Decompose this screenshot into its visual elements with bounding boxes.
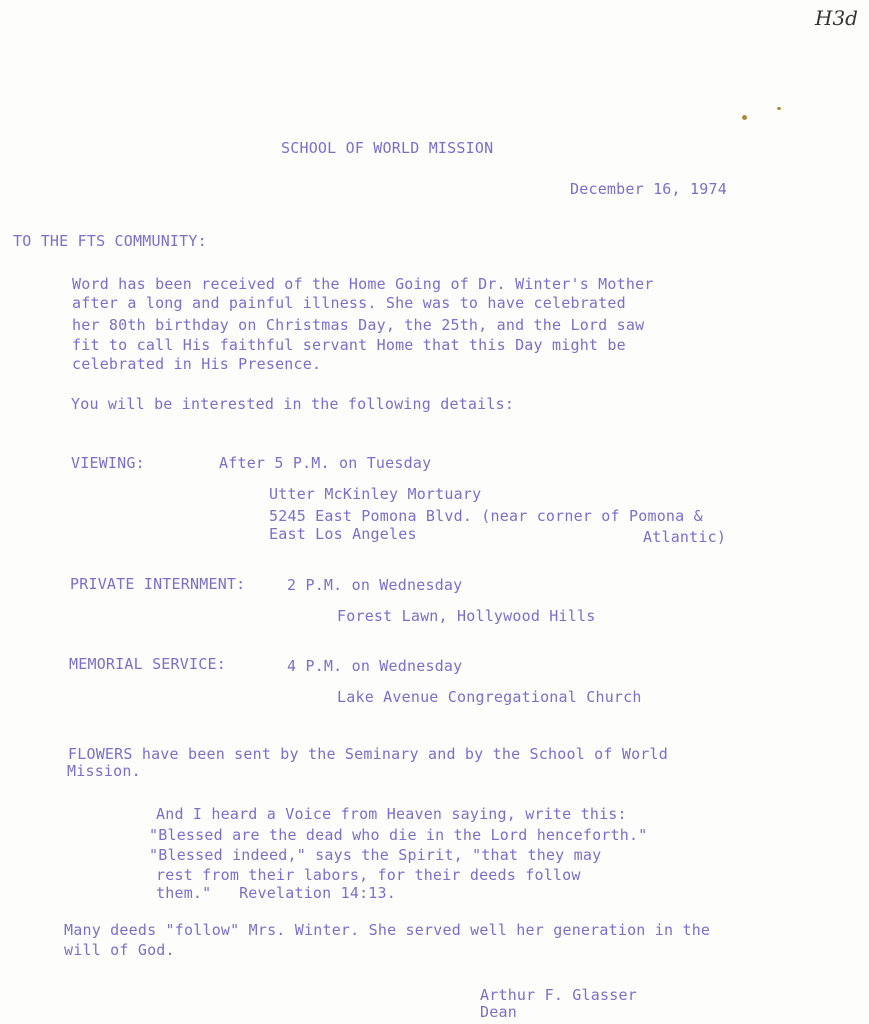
paragraph-line: her 80th birthday on Christmas Day, the 25th, and the Lord saw [72,316,645,334]
ink-speck [777,107,781,110]
details-intro: You will be interested in the following details: [71,395,515,413]
paragraph-line: fit to call His faithful servant Home that this Day might be [72,336,626,354]
scripture-line: And I heard a Voice from Heaven saying, write this: [156,805,627,823]
viewing-time: After 5 P.M. on Tuesday [219,454,432,472]
scripture-line: "Blessed are the dead who die in the Lord henceforth." [149,826,648,844]
internment-label: PRIVATE INTERNMENT: [70,575,246,593]
viewing-place: Utter McKinley Mortuary [269,485,482,503]
paragraph-line: after a long and painful illness. She was to have celebrated [72,294,626,312]
flowers-line: Mission. [67,762,141,780]
viewing-city: East Los Angeles [269,525,417,543]
archive-mark: H3d [815,6,858,30]
memorial-place: Lake Avenue Congregational Church [337,688,642,706]
letter-date: December 16, 1974 [570,180,727,198]
salutation: TO THE FTS COMMUNITY: [13,232,207,250]
scripture-line: them." Revelation 14:13. [156,884,396,902]
viewing-address: 5245 East Pomona Blvd. (near corner of Pomona & [269,507,703,525]
closing-line: will of God. [64,941,175,959]
paragraph-line: Word has been received of the Home Going of Dr. Winter's Mother [72,275,654,293]
ink-speck [742,115,747,120]
closing-line: Many deeds "follow" Mrs. Winter. She served well her generation in the [64,921,711,939]
scripture-line: rest from their labors, for their deeds follow [156,866,581,884]
memorial-time: 4 P.M. on Wednesday [287,657,463,675]
paragraph-line: celebrated in His Presence. [72,355,322,373]
scripture-line: "Blessed indeed," says the Spirit, "that they may [149,846,602,864]
internment-place: Forest Lawn, Hollywood Hills [337,607,596,625]
viewing-label: VIEWING: [71,454,145,472]
signature-title: Dean [480,1003,517,1021]
signature-name: Arthur F. Glasser [480,986,637,1004]
letterhead-title: SCHOOL OF WORLD MISSION [281,139,494,157]
memorial-label: MEMORIAL SERVICE: [69,655,226,673]
internment-time: 2 P.M. on Wednesday [287,576,463,594]
flowers-line: FLOWERS have been sent by the Seminary and by the School of World [68,745,668,763]
viewing-cross-street: Atlantic) [643,528,727,546]
